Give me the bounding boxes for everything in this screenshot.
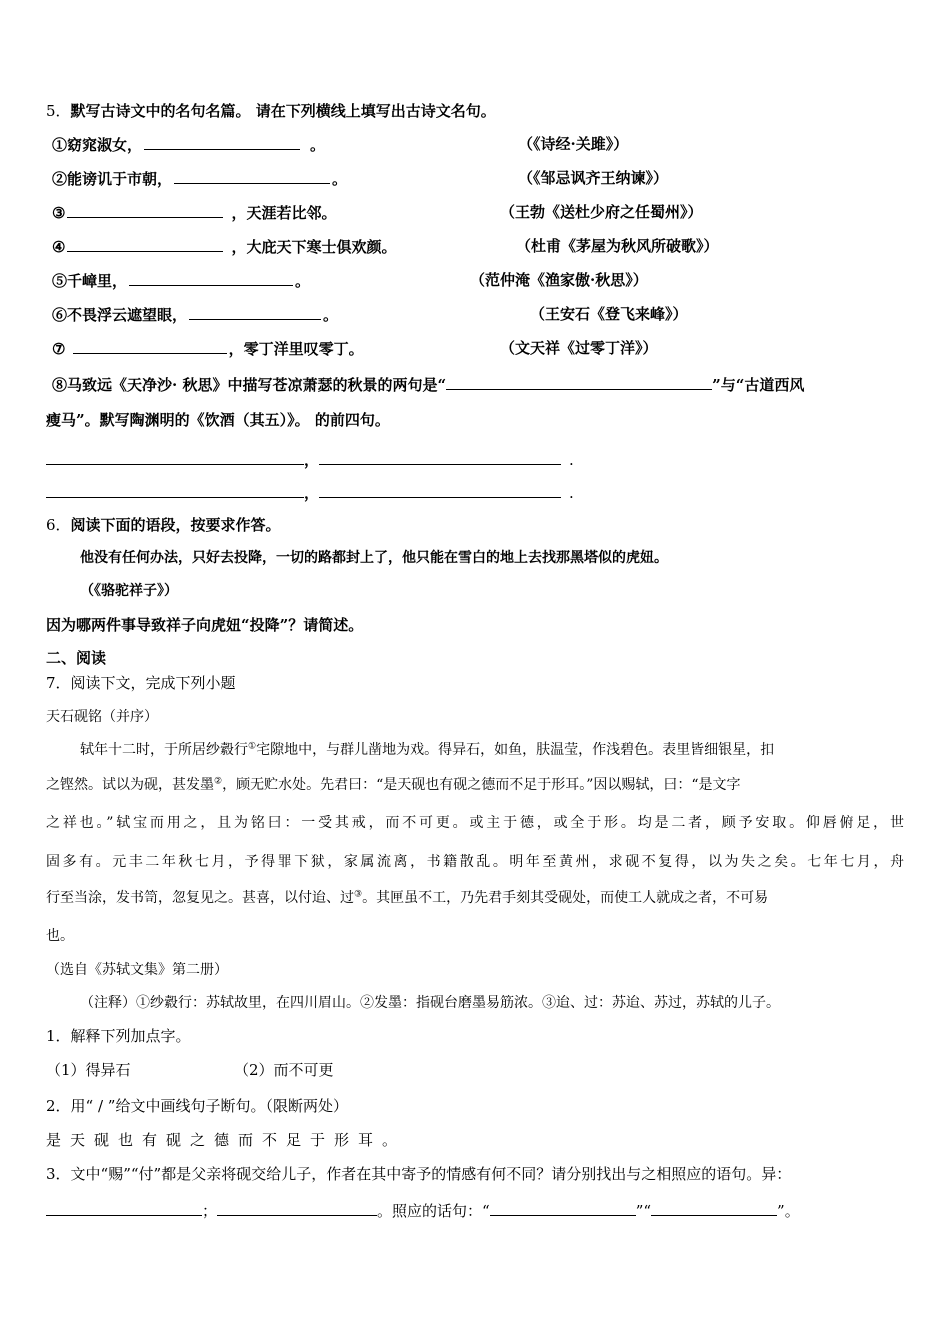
q7-sub1-a: （1）得异石 <box>46 1061 131 1079</box>
q5-item-3-blank[interactable] <box>67 202 223 218</box>
q5-item-2-pre: ②能谤讥于市朝， <box>52 170 173 188</box>
q5-item-5 <box>52 270 310 291</box>
q7-p2-b: ，顾无贮水处。先君曰：“是天砚也有砚之德而不足于形耳。”因以赐轼，曰：“是文字 <box>222 777 741 793</box>
q6-question: 因为哪两件事导致祥子向虎妞“投降”？请简述。 <box>46 616 364 634</box>
q5-item-8 <box>52 374 804 395</box>
q6-source: （《骆驼祥子》） <box>80 583 178 599</box>
q6-heading <box>46 515 281 535</box>
q7-p5-b: 。其匣虽不工，乃先君手刻其受砚处，而使工人就成之者，不可易 <box>362 890 769 906</box>
q7-sub3-blank-1[interactable] <box>46 1200 202 1216</box>
q5-item-4-post: ，大庇天下寒士俱欢颜。 <box>231 238 397 256</box>
q7-annotation: （注释）①纱縠行：苏轼故里，在四川眉山。②发墨：指砚台磨墨易筋浓。③迨、过：苏迨、苏过，苏轼的儿子。 <box>80 995 780 1011</box>
q5-item-8-post: ”与“古道西风 <box>712 376 805 394</box>
q5-item-1-cite: （《诗经·关雎》） <box>518 135 629 153</box>
q7-sub2-sentence: 是天砚也有砚之德而不足于形耳。 <box>46 1131 407 1149</box>
q5-number: 5． <box>46 102 71 120</box>
q5-poem-blank-1[interactable] <box>46 449 304 465</box>
q5-item-8-blank[interactable] <box>446 374 712 390</box>
q5-item-8-pre: ⑧马致远《天净沙· 秋思》中描写苍凉萧瑟的秋景的两句是“ <box>52 376 447 394</box>
q5-poem-blank-2[interactable] <box>319 449 561 465</box>
q7-paragraph-line-2 <box>46 775 741 795</box>
q7-p1-b: 宅隙地中，与群儿凿地为戏。得异石，如鱼，肤温莹，作浅碧色。表里皆细银星，扣 <box>256 742 775 758</box>
q5-heading <box>46 101 496 121</box>
q7-title: 阅读下文，完成下列小题 <box>70 674 236 692</box>
q5-item-1-pre: ①窈窕淑女， <box>52 136 143 154</box>
q7-sub3-answer-line <box>46 1200 800 1221</box>
q5-item-6-pre: ⑥不畏浮云遮望眼， <box>52 306 188 324</box>
q7-sub2: 2．用“ / ”给文中画线句子断句。（限断两处） <box>46 1097 348 1115</box>
q5-item-7-post: ，零丁洋里叹零丁。 <box>228 340 364 358</box>
q7-note-1: ① <box>248 741 257 752</box>
q5-item-4-cite: （杜甫《茅屋为秋风所破歌》） <box>516 237 719 255</box>
section2-title: 二、阅读 <box>46 649 107 667</box>
q6-number: 6． <box>46 516 71 534</box>
q7-sub1: 1．解释下列加点字。 <box>46 1027 191 1045</box>
q7-p2-a: 之铿然。试以为砚，甚发墨 <box>46 777 214 793</box>
q5-period: . <box>569 451 574 469</box>
q5-item-3-post: ，天涯若比邻。 <box>231 204 337 222</box>
q7-paragraph-line-5 <box>46 888 768 908</box>
q5-item-1-post: 。 <box>310 136 326 154</box>
q7-sub3: 3．文中“赐”“付”都是父亲将砚交给儿子，作者在其中寄予的情感有何不同？请分别找出与之相照应的语句。异： <box>46 1165 792 1183</box>
q7-number: 7． <box>46 674 71 692</box>
q5-item-7-pre: ⑦ <box>52 340 71 358</box>
q7-paragraph-line-1 <box>80 740 774 760</box>
q5-item-7-blank[interactable] <box>73 338 227 354</box>
q7-p5-a: 行至当涂，发书笥，忽复见之。甚喜，以付迨、过 <box>46 890 354 906</box>
q7-p1-a: 轼年十二时，于所居纱縠行 <box>80 742 248 758</box>
q5-poem-line-1 <box>46 449 574 470</box>
q5-item-6 <box>52 304 338 325</box>
q5-item-2-cite: （《邹忌讽齐王纳谏》） <box>518 169 669 187</box>
q5-comma: ， <box>304 484 320 502</box>
q5-item-5-blank[interactable] <box>129 270 293 286</box>
q7-sub3-mid: 。照应的话句：“ <box>377 1202 490 1220</box>
q5-item-6-post: 。 <box>323 306 339 324</box>
q5-item-5-cite: （范仲淹《渔家傲·秋思》） <box>470 271 648 289</box>
q7-sub3-mid2: ”“ <box>635 1202 652 1220</box>
q5-item-7 <box>52 338 364 359</box>
q7-paragraph-line-6: 也。 <box>46 928 74 944</box>
q5-item-3-cite: （王勃《送杜少府之任蜀州》） <box>500 203 703 221</box>
q5-item-5-post: 。 <box>295 272 311 290</box>
q5-item-6-cite: （王安石《登飞来峰》） <box>530 305 688 323</box>
q5-item-6-blank[interactable] <box>189 304 321 320</box>
q6-passage: 他没有任何办法，只好去投降，一切的路都封上了，他只能在雪白的地上去找那黑塔似的虎妞。 <box>80 550 668 566</box>
q7-sub3-blank-2[interactable] <box>217 1200 377 1216</box>
q5-item-1-blank[interactable] <box>144 134 300 150</box>
q7-note-2: ② <box>214 776 223 787</box>
q5-item-1 <box>52 134 325 155</box>
q7-essay-title: 天石砚铭（并序） <box>46 709 158 725</box>
q5-item-8-line2: 瘦马”。默写陶渊明的《饮酒（其五）》。 的前四句。 <box>46 411 390 429</box>
q7-source: （选自《苏轼文集》第二册） <box>46 962 228 978</box>
q5-title: 默写古诗文中的名句名篇。 请在下列横线上填写出古诗文名句。 <box>70 102 496 120</box>
q5-item-4 <box>52 236 396 257</box>
q7-sub3-sep: ； <box>202 1202 218 1220</box>
q7-heading <box>46 673 236 693</box>
q5-poem-blank-3[interactable] <box>46 482 304 498</box>
q5-item-4-pre: ④ <box>52 238 66 256</box>
q6-title: 阅读下面的语段，按要求作答。 <box>70 516 281 534</box>
q7-paragraph-line-4: 固多有。元丰二年秋七月，予得罪下狱，家属流离，书籍散乱。明年至黄州，求砚不复得，以为失之矣。七年七月，舟 <box>46 854 904 870</box>
q7-sub3-end: ”。 <box>777 1202 800 1220</box>
q5-poem-line-2 <box>46 482 574 503</box>
q5-item-7-cite: （文天祥《过零丁洋》） <box>500 339 658 357</box>
q5-poem-blank-4[interactable] <box>319 482 561 498</box>
q5-item-2 <box>52 168 347 189</box>
q7-sub3-blank-3[interactable] <box>490 1200 636 1216</box>
q5-item-3 <box>52 202 336 223</box>
q7-sub3-blank-4[interactable] <box>651 1200 777 1216</box>
q5-item-4-blank[interactable] <box>67 236 223 252</box>
q5-item-2-blank[interactable] <box>174 168 330 184</box>
q5-comma: ， <box>304 451 320 469</box>
q5-item-5-pre: ⑤千嶂里， <box>52 272 128 290</box>
q5-item-3-pre: ③ <box>52 204 66 222</box>
q7-paragraph-line-3: 之祥也。”轼宝而用之，且为铭曰：一受其戒，而不可更。或主于德，或全于形。均是二者，顾予安取。仰唇俯足，世 <box>46 815 904 831</box>
q5-item-2-post: 。 <box>332 170 348 188</box>
q7-sub1-b: （2）而不可更 <box>234 1061 334 1079</box>
q7-note-3: ③ <box>354 889 363 900</box>
q5-period: . <box>569 484 574 502</box>
